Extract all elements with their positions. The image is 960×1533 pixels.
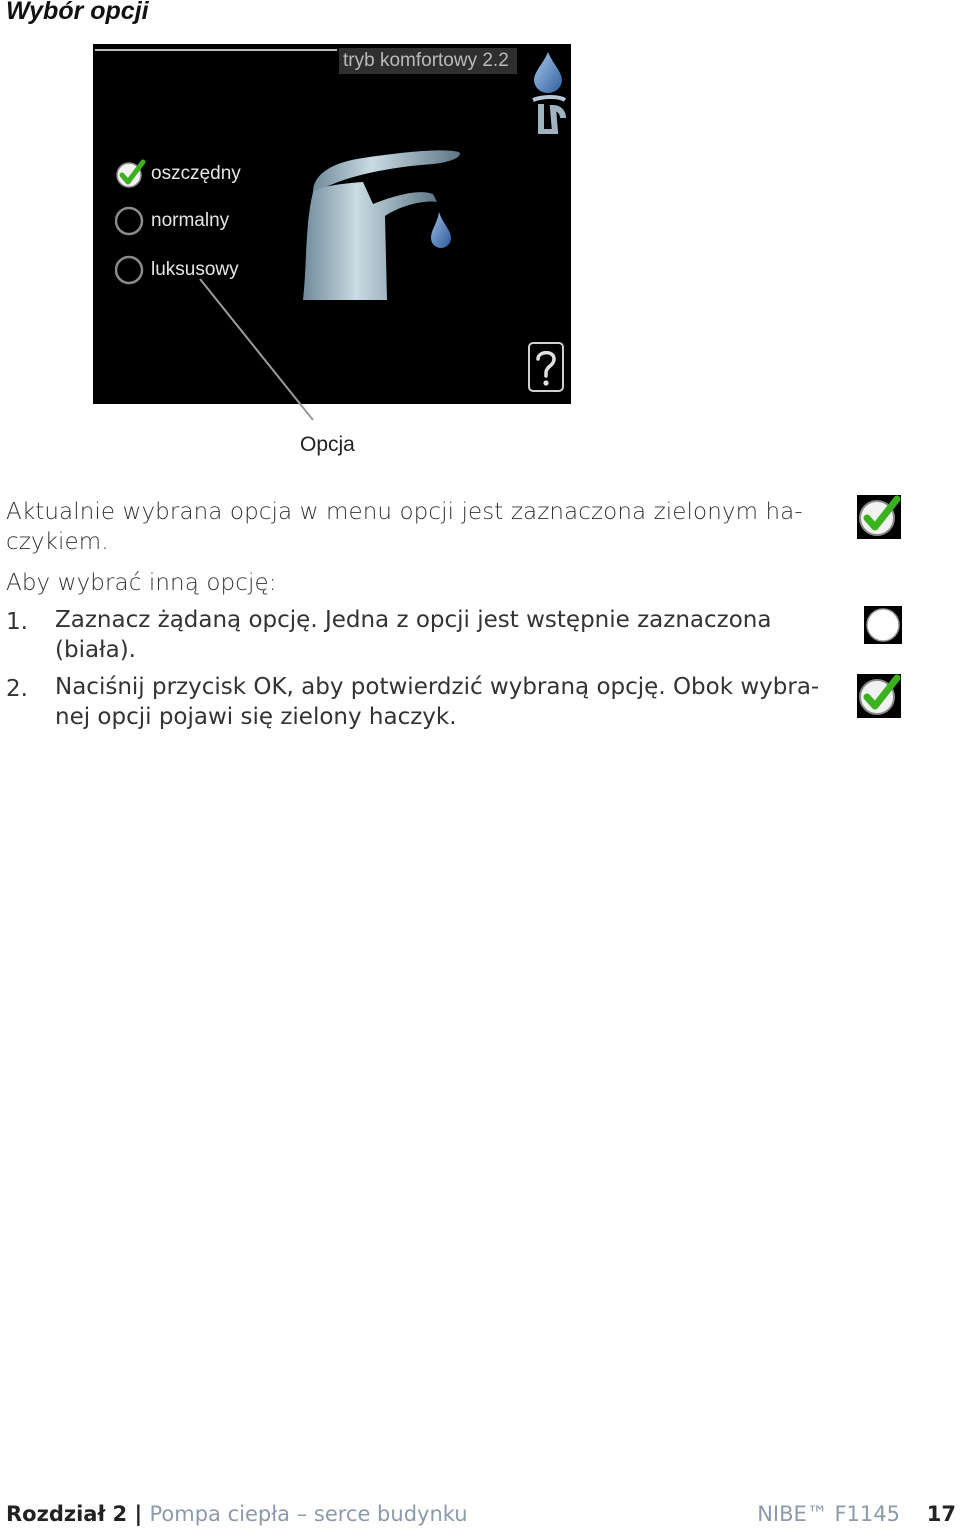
chapter-number: Rozdział 2 — [6, 1502, 128, 1526]
checkmark-icon — [857, 674, 901, 718]
step-line: Zaznacz żądaną opcję. Jedna z opcji jest wstępnie zaznaczona — [55, 607, 772, 633]
white-circle-icon — [864, 606, 902, 644]
paragraph-line: czykiem. — [6, 529, 109, 555]
callout-leader-line — [0, 0, 960, 440]
footer-chapter — [6, 1498, 468, 1530]
option-label: normalny — [151, 210, 230, 231]
step-line: Naciśnij przycisk OK, aby potwierdzić wybraną opcję. Obok wybra- — [55, 674, 820, 700]
product-name: NIBE™ F1145 — [757, 1502, 900, 1526]
step-line: nej opcji pojawi się zielony haczyk. — [55, 704, 457, 730]
page-number: 17 — [926, 1502, 956, 1526]
step-number: 1. — [6, 609, 28, 635]
footer-separator: | — [134, 1502, 143, 1526]
paragraph-line: Aktualnie wybrana opcja w menu opcji jest zaznaczona zielonym ha- — [6, 499, 803, 525]
chapter-title: Pompa ciepła – serce budynku — [149, 1502, 468, 1526]
option-label: luksusowy — [151, 259, 239, 280]
paragraph-line: Aby wybrać inną opcję: — [6, 570, 277, 596]
step-line: (biała). — [55, 637, 136, 663]
page-heading: Wybór opcji — [6, 0, 149, 25]
step-number: 2. — [6, 676, 28, 702]
option-label: oszczędny — [151, 163, 241, 184]
page-footer — [6, 1498, 956, 1530]
callout-label: Opcja — [300, 433, 355, 456]
checkmark-icon — [857, 495, 901, 539]
menu-title: tryb komfortowy 2.2 — [339, 48, 517, 74]
